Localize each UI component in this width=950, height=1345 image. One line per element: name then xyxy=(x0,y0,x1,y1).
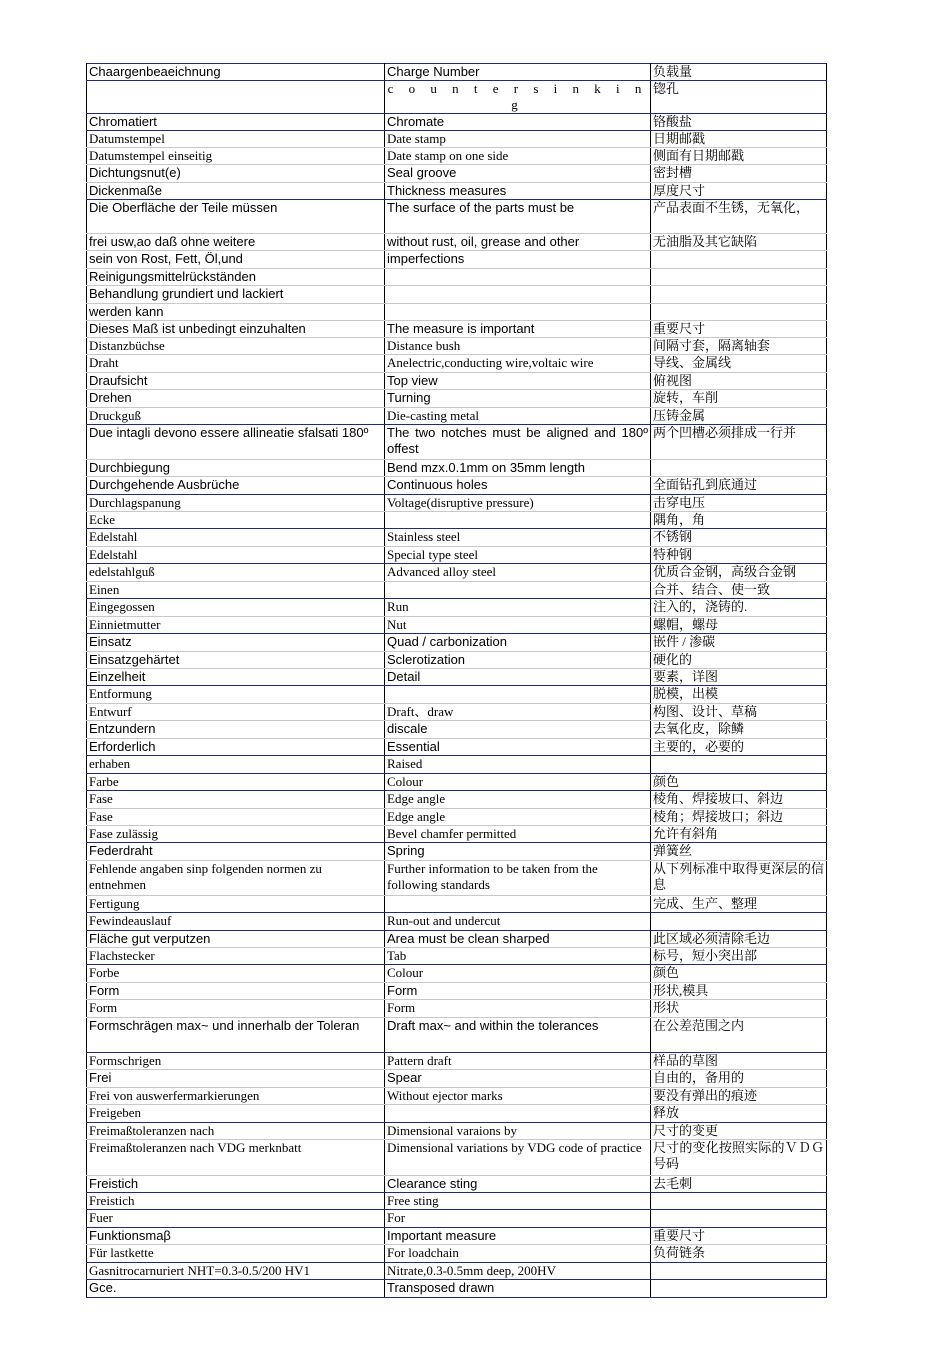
english-term-cell: Form xyxy=(385,1000,651,1018)
chinese-term-cell: 密封槽 xyxy=(651,165,827,183)
chinese-term-cell: 从下列标准中取得更深层的信息 xyxy=(651,861,827,896)
english-term-cell: Spring xyxy=(385,843,651,861)
english-term-cell: The measure is important xyxy=(385,321,651,338)
german-term-cell: Fase xyxy=(87,791,385,809)
english-term-cell: Detail xyxy=(385,669,651,686)
table-row xyxy=(87,234,827,251)
english-term-cell xyxy=(385,582,651,599)
english-term-cell: Edge angle xyxy=(385,791,651,809)
english-term-cell: Sclerotization xyxy=(385,652,651,669)
chinese-term-cell: 合并、结合、使一致 xyxy=(651,582,827,599)
german-term-cell: Gasnitrocarnuriert NHT=0.3-0.5/200 HV1 xyxy=(87,1263,385,1280)
english-term-cell: Run xyxy=(385,599,651,617)
german-term-cell: Fehlende angaben sinp folgenden normen zu entnehmen xyxy=(87,861,385,896)
english-term-cell: Top view xyxy=(385,373,651,390)
chinese-term-cell: 压铸金属 xyxy=(651,408,827,425)
table-row xyxy=(87,965,827,983)
german-term-cell: Edelstahl xyxy=(87,547,385,564)
table-row xyxy=(87,1140,827,1176)
english-term-cell: Draft、draw xyxy=(385,704,651,721)
english-term-cell: Thickness measures xyxy=(385,183,651,200)
table-row xyxy=(87,931,827,948)
english-term-cell: Free sting xyxy=(385,1193,651,1210)
table-row xyxy=(87,861,827,896)
english-term-cell: Run-out and undercut xyxy=(385,913,651,931)
table-row xyxy=(87,582,827,599)
table-row xyxy=(87,321,827,338)
english-term-cell: Anelectric,conducting wire,voltaic wire xyxy=(385,355,651,373)
chinese-term-cell: 形状,模具 xyxy=(651,983,827,1000)
english-term-cell: Important measure xyxy=(385,1228,651,1245)
chinese-term-cell: 隅角，角 xyxy=(651,512,827,529)
chinese-term-cell: 尺寸的变更 xyxy=(651,1123,827,1140)
german-term-cell: Form xyxy=(87,983,385,1000)
table-row xyxy=(87,826,827,843)
german-term-cell: Durchgehende Ausbrüche xyxy=(87,477,385,495)
chinese-term-cell: 重要尺寸 xyxy=(651,1228,827,1245)
english-term-cell xyxy=(385,686,651,704)
table-row xyxy=(87,843,827,861)
german-term-cell: Einzelheit xyxy=(87,669,385,686)
chinese-term-cell: 优质合金钢，高级合金钢 xyxy=(651,564,827,582)
table-row xyxy=(87,1070,827,1088)
table-row xyxy=(87,739,827,756)
table-row xyxy=(87,390,827,408)
table-row xyxy=(87,686,827,704)
english-term-cell: Clearance sting xyxy=(385,1176,651,1193)
chinese-term-cell: 侧面有日期邮戳 xyxy=(651,148,827,165)
chinese-term-cell: 嵌件 / 渗碳 xyxy=(651,634,827,652)
german-term-cell: Gce. xyxy=(87,1280,385,1298)
english-term-cell: Continuous holes xyxy=(385,477,651,495)
chinese-term-cell: 负荷链条 xyxy=(651,1245,827,1263)
german-term-cell: Behandlung grundiert und lackiert xyxy=(87,286,385,304)
english-term-cell: imperfections xyxy=(385,251,651,269)
table-row xyxy=(87,1193,827,1210)
chinese-term-cell xyxy=(651,1193,827,1210)
chinese-term-cell: 释放 xyxy=(651,1105,827,1123)
chinese-term-cell: 俯视图 xyxy=(651,373,827,390)
table-row xyxy=(87,791,827,809)
table-row xyxy=(87,1105,827,1123)
table-row xyxy=(87,148,827,165)
german-term-cell: Ecke xyxy=(87,512,385,529)
english-term-cell: Without ejector marks xyxy=(385,1088,651,1105)
chinese-term-cell: 棱角、焊接坡口、斜边 xyxy=(651,791,827,809)
german-term-cell: Freimaßtoleranzen nach xyxy=(87,1123,385,1140)
german-term-cell: Federdraht xyxy=(87,843,385,861)
english-term-cell: Chromate xyxy=(385,114,651,131)
chinese-term-cell: 样品的草图 xyxy=(651,1053,827,1070)
english-term-cell: Edge angle xyxy=(385,809,651,826)
german-term-cell: Freistich xyxy=(87,1176,385,1193)
chinese-term-cell xyxy=(651,304,827,321)
english-term-cell xyxy=(385,269,651,286)
table-row xyxy=(87,913,827,931)
english-term-cell xyxy=(385,896,651,913)
table-row xyxy=(87,983,827,1000)
german-term-cell: Einnietmutter xyxy=(87,617,385,634)
chinese-term-cell: 允许有斜角 xyxy=(651,826,827,843)
german-term-cell: Fertigung xyxy=(87,896,385,913)
table-row xyxy=(87,425,827,460)
german-term-cell: Funktionsmaβ xyxy=(87,1228,385,1245)
chinese-term-cell: 颜色 xyxy=(651,965,827,983)
chinese-term-cell: 要没有弹出的痕迹 xyxy=(651,1088,827,1105)
chinese-term-cell: 去氧化皮，除鳞 xyxy=(651,721,827,739)
table-row xyxy=(87,165,827,183)
table-row xyxy=(87,809,827,826)
english-term-cell: Die-casting metal xyxy=(385,408,651,425)
english-term-cell: Pattern draft xyxy=(385,1053,651,1070)
german-term-cell: Druckguß xyxy=(87,408,385,425)
english-term-cell: Distance bush xyxy=(385,338,651,355)
table-row xyxy=(87,948,827,965)
table-row xyxy=(87,338,827,355)
english-term-cell: For xyxy=(385,1210,651,1228)
table-row xyxy=(87,617,827,634)
english-term-cell: Colour xyxy=(385,774,651,791)
table-row xyxy=(87,495,827,512)
german-term-cell: Due intagli devono essere allineatie sfalsati 180º xyxy=(87,425,385,460)
english-term-cell xyxy=(385,286,651,304)
english-term-cell: Draft max~ and within the tolerances xyxy=(385,1018,651,1053)
english-term-cell: Form xyxy=(385,983,651,1000)
table-row xyxy=(87,81,827,114)
chinese-term-cell: 主要的，必要的 xyxy=(651,739,827,756)
german-term-cell: Distanzbüchse xyxy=(87,338,385,355)
german-term-cell: Dichtungsnut(e) xyxy=(87,165,385,183)
german-term-cell: Formschrigen xyxy=(87,1053,385,1070)
english-term-cell: Special type steel xyxy=(385,547,651,564)
english-term-cell: c o u n t e r s i n k i n g xyxy=(385,81,651,114)
english-term-cell: Dimensional varaions by xyxy=(385,1123,651,1140)
table-row xyxy=(87,1280,827,1298)
chinese-term-cell: 要素，详图 xyxy=(651,669,827,686)
table-row xyxy=(87,1210,827,1228)
table-row xyxy=(87,131,827,148)
table-row xyxy=(87,408,827,425)
table-row xyxy=(87,721,827,739)
glossary-body xyxy=(87,64,827,1298)
german-term-cell: Dickenmaße xyxy=(87,183,385,200)
english-term-cell: The two notches must be aligned and 180º offest xyxy=(385,425,651,460)
table-row xyxy=(87,304,827,321)
german-term-cell: frei usw,ao daß ohne weitere xyxy=(87,234,385,251)
table-row xyxy=(87,1123,827,1140)
chinese-term-cell: 注入的，浇铸的. xyxy=(651,599,827,617)
table-row xyxy=(87,1000,827,1018)
english-term-cell: Advanced alloy steel xyxy=(385,564,651,582)
chinese-term-cell xyxy=(651,913,827,931)
german-term-cell: Draufsicht xyxy=(87,373,385,390)
english-term-cell xyxy=(385,304,651,321)
german-term-cell xyxy=(87,81,385,114)
table-row xyxy=(87,251,827,269)
english-term-cell: Raised xyxy=(385,756,651,774)
table-row xyxy=(87,477,827,495)
table-row xyxy=(87,114,827,131)
german-term-cell: Edelstahl xyxy=(87,529,385,547)
table-row xyxy=(87,373,827,390)
table-row xyxy=(87,634,827,652)
german-term-cell: Frei xyxy=(87,1070,385,1088)
german-term-cell: erhaben xyxy=(87,756,385,774)
chinese-term-cell: 此区域必须清除毛边 xyxy=(651,931,827,948)
chinese-term-cell: 旋转，车削 xyxy=(651,390,827,408)
english-term-cell: Bevel chamfer permitted xyxy=(385,826,651,843)
table-row xyxy=(87,704,827,721)
chinese-term-cell: 锪孔 xyxy=(651,81,827,114)
german-term-cell: Freigeben xyxy=(87,1105,385,1123)
table-row xyxy=(87,669,827,686)
german-term-cell: Fuer xyxy=(87,1210,385,1228)
english-term-cell: Nut xyxy=(385,617,651,634)
table-row xyxy=(87,1053,827,1070)
english-term-cell: The surface of the parts must be xyxy=(385,200,651,234)
english-term-cell: Dimensional variations by VDG code of practice xyxy=(385,1140,651,1176)
english-term-cell: Essential xyxy=(385,739,651,756)
chinese-term-cell: 全面钻孔到底通过 xyxy=(651,477,827,495)
english-term-cell: Nitrate,0.3-0.5mm deep, 200HV xyxy=(385,1263,651,1280)
chinese-term-cell: 尺寸的变化按照实际的ＶＤＧ号码 xyxy=(651,1140,827,1176)
german-term-cell: Formschrägen max~ und innerhalb der Toleran xyxy=(87,1018,385,1053)
german-term-cell: Chromatiert xyxy=(87,114,385,131)
table-row xyxy=(87,547,827,564)
table-row xyxy=(87,774,827,791)
english-term-cell: Date stamp on one side xyxy=(385,148,651,165)
chinese-term-cell: 颜色 xyxy=(651,774,827,791)
chinese-term-cell: 去毛刺 xyxy=(651,1176,827,1193)
german-term-cell: edelstahlguß xyxy=(87,564,385,582)
chinese-term-cell xyxy=(651,460,827,477)
table-row xyxy=(87,529,827,547)
chinese-term-cell: 击穿电压 xyxy=(651,495,827,512)
german-term-cell: Einen xyxy=(87,582,385,599)
german-term-cell: Fewindeauslauf xyxy=(87,913,385,931)
chinese-term-cell: 产品表面不生锈，无氧化， xyxy=(651,200,827,234)
german-term-cell: Reinigungsmittelrückständen xyxy=(87,269,385,286)
chinese-term-cell: 弹簧丝 xyxy=(651,843,827,861)
english-term-cell: Further information to be taken from the following standards xyxy=(385,861,651,896)
table-row xyxy=(87,1176,827,1193)
chinese-term-cell: 无油脂及其它缺陷 xyxy=(651,234,827,251)
german-term-cell: Erforderlich xyxy=(87,739,385,756)
table-row xyxy=(87,460,827,477)
english-term-cell: Date stamp xyxy=(385,131,651,148)
english-term-cell: Stainless steel xyxy=(385,529,651,547)
chinese-term-cell: 厚度尺寸 xyxy=(651,183,827,200)
chinese-term-cell: 重要尺寸 xyxy=(651,321,827,338)
chinese-term-cell: 日期邮戳 xyxy=(651,131,827,148)
german-term-cell: Frei von auswerfermarkierungen xyxy=(87,1088,385,1105)
german-term-cell: Form xyxy=(87,1000,385,1018)
table-row xyxy=(87,183,827,200)
chinese-term-cell: 棱角；焊接坡口；斜边 xyxy=(651,809,827,826)
german-term-cell: Durchbiegung xyxy=(87,460,385,477)
german-term-cell: Die Oberfläche der Teile müssen xyxy=(87,200,385,234)
english-term-cell: Bend mzx.0.1mm on 35mm length xyxy=(385,460,651,477)
chinese-term-cell xyxy=(651,1210,827,1228)
german-term-cell: Datumstempel einseitig xyxy=(87,148,385,165)
english-term-cell: Transposed drawn xyxy=(385,1280,651,1298)
chinese-term-cell: 两个凹槽必须排成一行并 xyxy=(651,425,827,460)
chinese-term-cell: 脱模，出模 xyxy=(651,686,827,704)
chinese-term-cell xyxy=(651,1263,827,1280)
table-row xyxy=(87,1228,827,1245)
chinese-term-cell: 导线、金属线 xyxy=(651,355,827,373)
chinese-term-cell: 负载量 xyxy=(651,64,827,81)
table-row xyxy=(87,564,827,582)
english-term-cell xyxy=(385,512,651,529)
german-term-cell: Flachstecker xyxy=(87,948,385,965)
table-row xyxy=(87,286,827,304)
table-row xyxy=(87,756,827,774)
chinese-term-cell: 标号，短小突出部 xyxy=(651,948,827,965)
english-term-cell: Area must be clean sharped xyxy=(385,931,651,948)
german-term-cell: Entwurf xyxy=(87,704,385,721)
german-term-cell: Eingegossen xyxy=(87,599,385,617)
german-term-cell: Forbe xyxy=(87,965,385,983)
german-term-cell: Draht xyxy=(87,355,385,373)
chinese-term-cell xyxy=(651,251,827,269)
table-row xyxy=(87,269,827,286)
glossary-table xyxy=(86,63,827,1298)
table-row xyxy=(87,896,827,913)
german-term-cell: Entzundern xyxy=(87,721,385,739)
english-term-cell: Turning xyxy=(385,390,651,408)
german-term-cell: Durchlagspanung xyxy=(87,495,385,512)
chinese-term-cell: 完成、生产、整理 xyxy=(651,896,827,913)
english-term-cell: Quad / carbonization xyxy=(385,634,651,652)
german-term-cell: Datumstempel xyxy=(87,131,385,148)
chinese-term-cell xyxy=(651,756,827,774)
german-term-cell: sein von Rost, Fett, Öl,und xyxy=(87,251,385,269)
english-term-cell xyxy=(385,1105,651,1123)
table-row xyxy=(87,1018,827,1053)
table-row xyxy=(87,1263,827,1280)
english-term-cell: Spear xyxy=(385,1070,651,1088)
german-term-cell: Fläche gut verputzen xyxy=(87,931,385,948)
german-term-cell: Freimaßtoleranzen nach VDG merknbatt xyxy=(87,1140,385,1176)
english-term-cell: Charge Number xyxy=(385,64,651,81)
english-term-cell: without rust, oil, grease and other xyxy=(385,234,651,251)
chinese-term-cell: 间隔寸套，隔离轴套 xyxy=(651,338,827,355)
german-term-cell: Chaargenbeaeichnung xyxy=(87,64,385,81)
chinese-term-cell: 构图、设计、草稿 xyxy=(651,704,827,721)
chinese-term-cell: 特种钢 xyxy=(651,547,827,564)
german-term-cell: Einsatzgehärtet xyxy=(87,652,385,669)
table-row xyxy=(87,64,827,81)
german-term-cell: Farbe xyxy=(87,774,385,791)
german-term-cell: Fase xyxy=(87,809,385,826)
table-row xyxy=(87,512,827,529)
german-term-cell: Freistich xyxy=(87,1193,385,1210)
chinese-term-cell xyxy=(651,269,827,286)
chinese-term-cell xyxy=(651,286,827,304)
table-row xyxy=(87,1245,827,1263)
chinese-term-cell xyxy=(651,1280,827,1298)
german-term-cell: Einsatz xyxy=(87,634,385,652)
table-row xyxy=(87,200,827,234)
german-term-cell: werden kann xyxy=(87,304,385,321)
table-row xyxy=(87,652,827,669)
table-row xyxy=(87,599,827,617)
german-term-cell: Für lastkette xyxy=(87,1245,385,1263)
german-term-cell: Fase zulässig xyxy=(87,826,385,843)
chinese-term-cell: 铬酸盐 xyxy=(651,114,827,131)
german-term-cell: Drehen xyxy=(87,390,385,408)
english-term-cell: Tab xyxy=(385,948,651,965)
english-term-cell: discale xyxy=(385,721,651,739)
english-term-cell: Voltage(disruptive pressure) xyxy=(385,495,651,512)
german-term-cell: Entformung xyxy=(87,686,385,704)
german-term-cell: Dieses Maß ist unbedingt einzuhalten xyxy=(87,321,385,338)
chinese-term-cell: 自由的，备用的 xyxy=(651,1070,827,1088)
table-row xyxy=(87,1088,827,1105)
english-term-cell: Colour xyxy=(385,965,651,983)
english-term-cell: Seal groove xyxy=(385,165,651,183)
chinese-term-cell: 在公差范围之内 xyxy=(651,1018,827,1053)
chinese-term-cell: 不锈钢 xyxy=(651,529,827,547)
table-row xyxy=(87,355,827,373)
english-term-cell: For loadchain xyxy=(385,1245,651,1263)
chinese-term-cell: 硬化的 xyxy=(651,652,827,669)
chinese-term-cell: 螺帽，螺母 xyxy=(651,617,827,634)
chinese-term-cell: 形状 xyxy=(651,1000,827,1018)
